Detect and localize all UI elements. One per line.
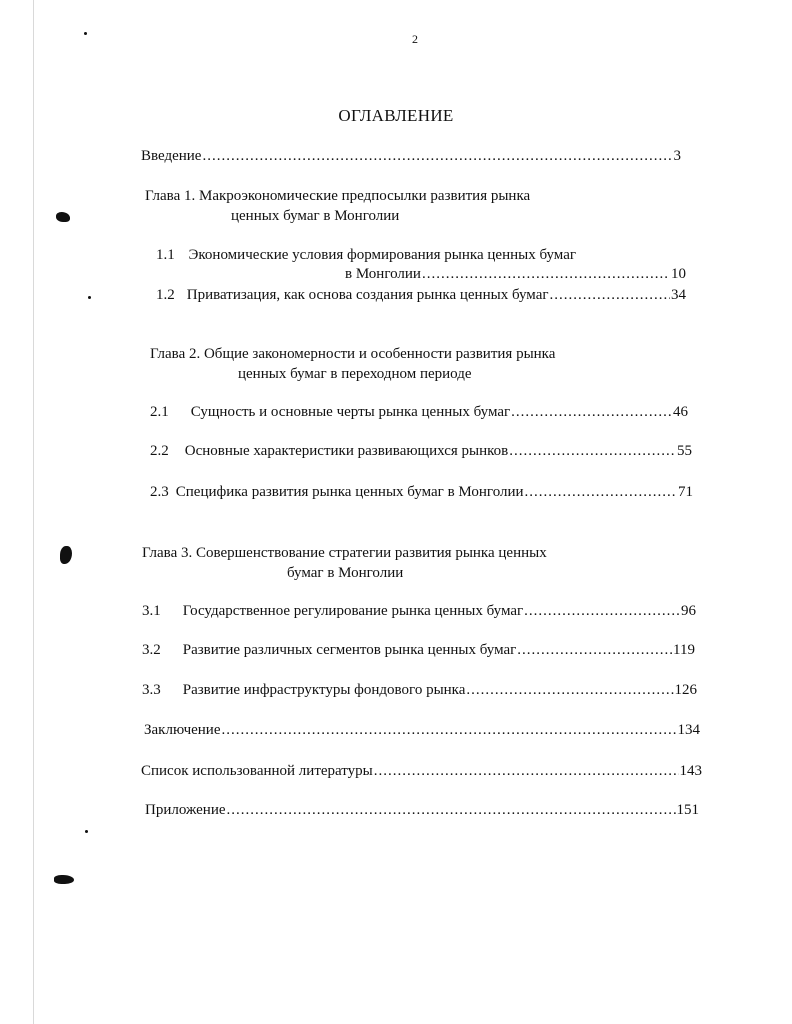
scan-blot: [54, 875, 74, 884]
section-number: 3.1: [142, 603, 161, 619]
entry-page: 71: [678, 484, 693, 500]
toc-entry-section: [142, 680, 697, 700]
scan-dot: [84, 32, 87, 35]
entry-page: 10: [671, 266, 686, 282]
section-text-line2: в Монголии: [345, 266, 421, 282]
dot-leader: [550, 285, 670, 305]
section-text: Экономические условия формирования рынка ценных бумаг: [188, 247, 577, 263]
page-number: 2: [412, 32, 418, 46]
toc-entry-section: [150, 402, 688, 422]
toc-entry-conclusion: [144, 720, 700, 740]
entry-page: 34: [671, 287, 686, 303]
dot-leader: [466, 680, 673, 700]
chapter-heading: [145, 186, 530, 226]
dot-leader: [202, 146, 672, 166]
chapter-heading-line1: Глава 3. Совершенствование стратегии развития рынка ценных: [142, 545, 547, 561]
entry-page: 96: [681, 603, 696, 619]
toc-entry-section: [142, 601, 696, 621]
entry-page: 3: [673, 148, 681, 164]
section-text: Специфика развития рынка ценных бумаг в Монголии: [175, 484, 524, 500]
section-number: 3.3: [142, 682, 161, 698]
section-number: 3.2: [142, 642, 161, 658]
dot-leader: [511, 402, 672, 422]
entry-page: 151: [676, 802, 699, 818]
section-text: Приватизация, как основа создания рынка ценных бумаг: [186, 287, 549, 303]
entry-page: 143: [679, 763, 702, 779]
entry-page: 119: [673, 642, 695, 658]
scan-blot: [56, 212, 70, 222]
dot-leader: [517, 640, 672, 660]
toc-entry-intro: [141, 146, 681, 166]
toc-entry-section: [142, 640, 695, 660]
section-number: 1.2: [156, 287, 175, 303]
toc-entry-section: [156, 285, 686, 305]
section-number: 2.1: [150, 404, 169, 420]
section-text: Государственное регулирование рынка ценных бумаг: [182, 603, 524, 619]
chapter-heading-line2: ценных бумаг в Монголии: [231, 208, 400, 224]
section-number: 2.3: [150, 484, 169, 500]
toc-entry-references: [141, 761, 702, 781]
scan-margin-line: [33, 0, 34, 1024]
entry-label: Введение: [141, 148, 202, 164]
chapter-heading-line1: Глава 2. Общие закономерности и особенности развития рынка: [150, 346, 556, 362]
section-text: Сущность и основные черты рынка ценных бумаг: [190, 404, 511, 420]
dot-leader: [524, 601, 680, 621]
toc-entry-section: [156, 245, 576, 265]
toc-entry-appendix: [145, 800, 699, 820]
section-number: 1.1: [156, 247, 175, 263]
chapter-heading-line2: бумаг в Монголии: [287, 565, 404, 581]
entry-label: Список использованной литературы: [141, 763, 373, 779]
entry-label: Заключение: [144, 722, 221, 738]
dot-leader: [525, 482, 677, 502]
section-text: Развитие различных сегментов рынка ценных бумаг: [182, 642, 517, 658]
chapter-heading-line2: ценных бумаг в переходном периоде: [238, 366, 472, 382]
dot-leader: [227, 800, 676, 820]
scan-blot: [60, 546, 72, 564]
entry-page: 46: [673, 404, 688, 420]
section-number: 2.2: [150, 443, 169, 459]
dot-leader: [374, 761, 679, 781]
toc-entry-section-cont: [345, 264, 686, 284]
entry-page: 126: [674, 682, 697, 698]
toc-title: ОГЛАВЛЕНИЕ: [338, 106, 454, 125]
dot-leader: [422, 264, 670, 284]
toc-entry-section: [150, 482, 693, 502]
dot-leader: [222, 720, 677, 740]
dot-leader: [509, 441, 676, 461]
section-text: Основные характеристики развивающихся рынков: [184, 443, 509, 459]
scan-dot: [88, 296, 91, 299]
section-text: Развитие инфраструктуры фондового рынка: [182, 682, 466, 698]
entry-label: Приложение: [145, 802, 226, 818]
entry-page: 55: [677, 443, 692, 459]
chapter-heading-line1: Глава 1. Макроэкономические предпосылки развития рынка: [145, 188, 531, 204]
entry-page: 134: [677, 722, 700, 738]
chapter-heading: [142, 543, 547, 583]
toc-entry-section: [150, 441, 692, 461]
scan-dot: [85, 830, 88, 833]
chapter-heading: [150, 344, 555, 384]
